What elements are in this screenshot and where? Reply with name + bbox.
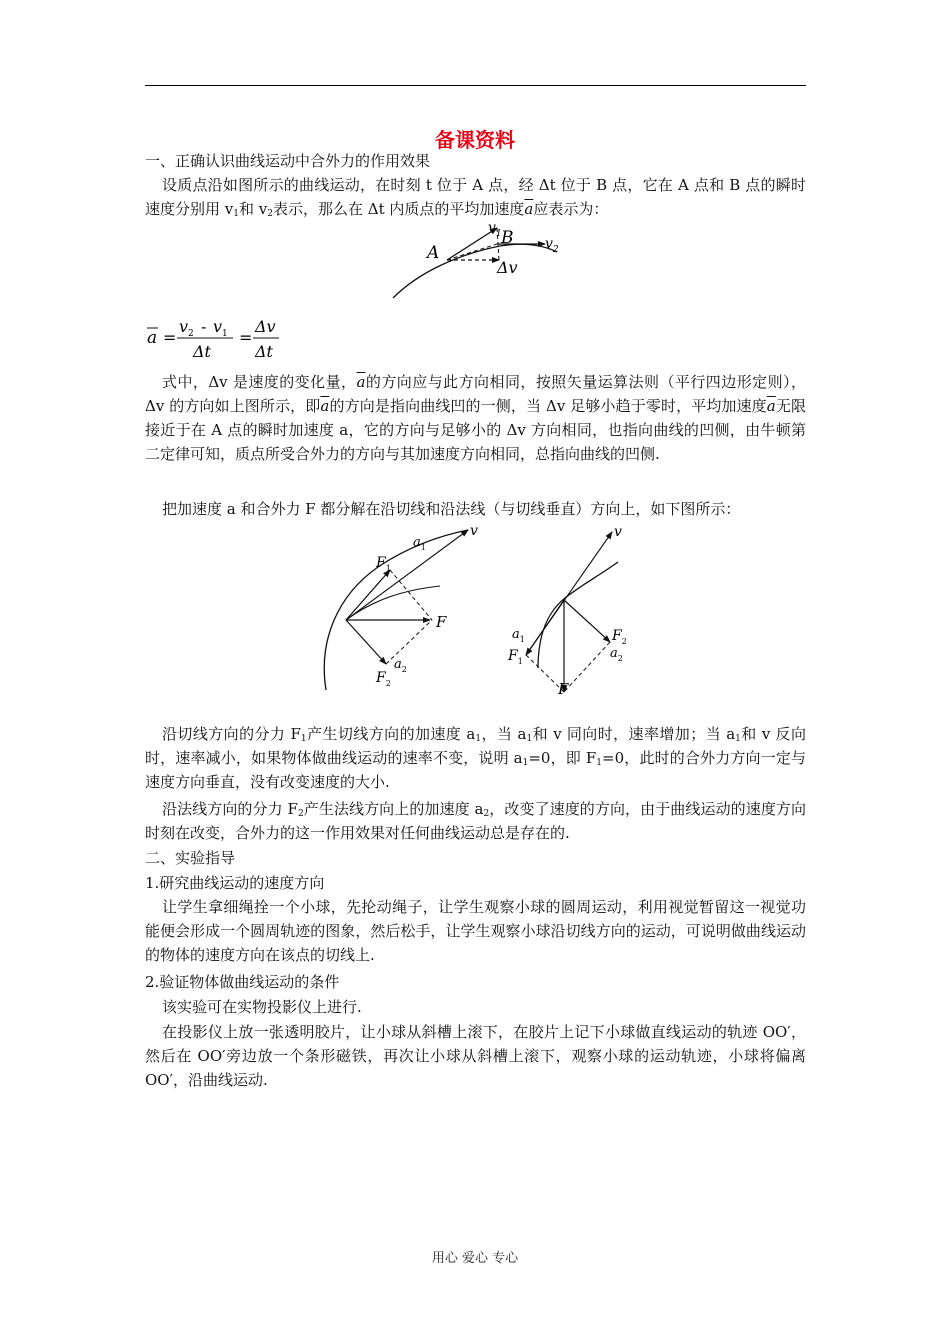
f2-label: $F_2$ [612,628,627,646]
svg-text:-: - [201,317,207,336]
svg-text:v2: $v_2$ [179,317,194,339]
v2-label: $v_2$ [545,236,559,255]
svg-text:Δt: Δt [255,342,273,361]
f1-label: $F_1$ [508,648,523,666]
v1-translated [447,244,497,260]
f2-label: $F_2$ [376,670,391,688]
f1-label: $F_1$ [376,555,391,573]
svg-text:=: = [163,328,177,347]
f-label: F [558,680,569,695]
force-decomposition-diagram-left [318,520,488,695]
velocity-change-diagram [385,216,570,302]
point-b-label: B [501,228,514,248]
trajectory-curve [538,562,618,668]
a2-label: $a_2$ [610,646,623,663]
svg-text:Δv: Δv [255,317,276,336]
a1-label: $a_1$ [512,627,525,644]
svg-text:a: a [147,328,158,348]
page-title: 备课资料 [435,128,515,152]
dash-f2-f [386,620,432,664]
dash-f2-f [564,642,610,692]
v1-label: $v_1$ [488,220,502,239]
a2-label: $a_2$ [394,657,407,674]
f1-arrow [346,570,390,620]
subheading-curve-condition: 2.验证物体做曲线运动的条件 [145,973,340,991]
section2-heading: 二、实验指导 [145,849,236,867]
trajectory-curve [393,244,557,298]
inner-curve [346,586,440,620]
f1-arrow [526,600,564,655]
paragraph-explanation: 式中，Δv 是速度的变化量，$\overline{a}$的方向应与此方向相同，按照矢量运算法则（平行四边形定则），Δv 的方向如上图所示，即$\overline{a}$的方向是指向曲线凹的一侧，当 Δv 足够小趋于零时，平均加速度$\overline{a}$无限接近于在 A 点的瞬时加速度 a，它的方向与足够小的 Δv 方向相同，也指向曲线的凹侧，由牛顿第二定律可知，质点所受合外力的方向与其加速度方向相同，总指向曲线的凹侧. [145,373,806,463]
delta-v-label: Δv [497,258,518,277]
paragraph-normal: 沿法线方向的分力 $F_2$产生法线方向上的加速度 $a_2$，改变了速度的方向，由于曲线运动的速度方向时刻在改变，合外力的这一作用效果对任何曲线运动总是存在的. [145,800,806,842]
paragraph-decompose: 把加速度 a 和合外力 F 都分解在沿切线和沿法线（与切线垂直）方向上，如下图所示： [162,500,741,518]
paragraph-projector: 该实验可在实物投影仪上进行. [162,998,362,1016]
f2-arrow [346,620,386,664]
paragraph-tangential: 沿切线方向的分力 $F_1$产生切线方向的加速度 $a_1$，当 $a_1$和 v 同向时，速率增加；当 $a_1$和 v 反向时，速率减小，如果物体做曲线运动的速率不变，说明 $a_1=0$，即 $F_1=0$，此时的合外力方向一定与速度方向垂直，没有改变速度的大小. [145,725,806,791]
section1-heading: 一、正确认识曲线运动中合外力的作用效果 [145,152,431,170]
v-label: v [470,523,478,539]
svg-text:v1: $v_1$ [213,317,228,339]
svg-text:Δt: Δt [193,342,211,361]
f-label: F [436,613,447,631]
force-decomposition-diagram-right [500,520,650,695]
svg-text:=: = [239,328,253,347]
paragraph-experiment-2: 在投影仪上放一张透明胶片，让小球从斜槽上滚下，在胶片上记下小球做直线运动的轨迹 OO′，然后在 OO′旁边放一个条形磁铁，再次让小球从斜槽上滚下，观察小球的运动轨迹，小球将偏离 OO′，沿曲线运动. [145,1023,806,1089]
f2-arrow [564,600,610,642]
average-acceleration-formula [145,312,315,364]
subheading-velocity-direction: 1.研究曲线运动的速度方向 [145,874,325,892]
point-a-label: A [427,243,440,263]
page-footer: 用心 爱心 专心 [431,1251,519,1266]
a1-label: $a_1$ [413,535,426,552]
paragraph-intro: 设质点沿如图所示的曲线运动，在时刻 t 位于 A 点，经 Δt 位于 B 点，它在 A 点和 B 点的瞬时速度分别用 $v_1$和 $v_2$表示，那么在 Δt 内质点的平均加速度$\overline{a}$应表示为： [145,176,806,219]
velocity-arrow [346,530,468,620]
paragraph-experiment-1: 让学生拿细绳拴一个小球，先抡动绳子，让学生观察小球的圆周运动，利用视觉暂留这一视觉功能便会形成一个圆周轨迹的图象，然后松手，让学生观察小球沿切线方向的运动，可说明做曲线运动的物体的速度方向在该点的切线上. [145,898,806,964]
v-label: v [614,524,622,540]
header-rule [145,85,806,86]
